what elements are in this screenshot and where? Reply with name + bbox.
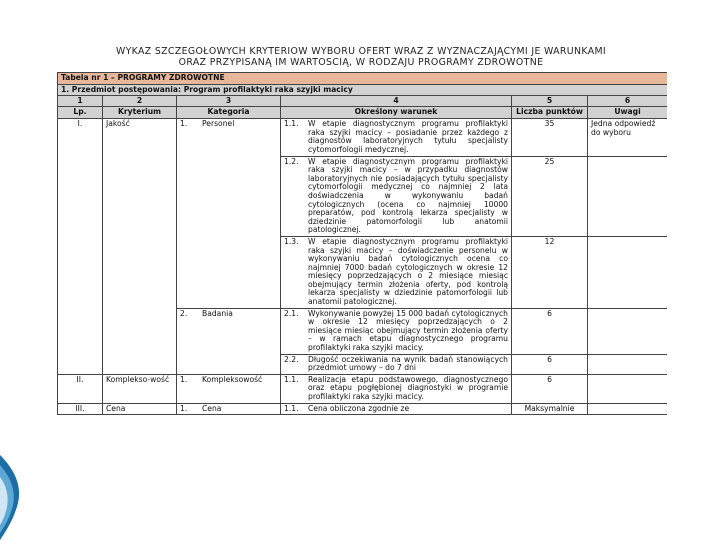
table-row [58, 403, 668, 415]
points-value: 6 [512, 374, 588, 403]
criterion-name: Cena [103, 403, 177, 415]
points-value: Maksymalnie [512, 403, 588, 415]
condition-cell [281, 354, 512, 374]
table-row [58, 119, 668, 156]
column-header: Liczba punktów [512, 107, 588, 119]
condition-text: W etapie diagnostycznym programu profilaktyki raka szyjki macicy – doświadczenie personelu w wykonywaniu badań cytologicznych ocena co najmniej 7000 badań cytologicznych w okresie 12 miesięcy poprzedzających o 2 miesiące miesiąc obejmujący termin złożenia oferty, pod kontrolą lekarza specjalisty w dziedzinie patomorfologii lub anatomii patologicznej. [308, 236, 508, 307]
table-title-row [58, 73, 668, 85]
note-text: Jedna odpowiedź do wyboru [588, 119, 668, 156]
category-name: Badania [202, 308, 233, 318]
condition-cell [281, 236, 512, 308]
criterion-lp: II. [58, 374, 103, 403]
column-header: Uwagi [588, 107, 668, 119]
column-header-row [58, 107, 668, 119]
criteria-table [57, 72, 667, 415]
condition-cell [281, 156, 512, 236]
condition-text: W etapie diagnostycznym programu profilaktyki raka szyjki macicy – posiadanie przez każdego z diagnostów laboratoryjnych tytułu specjalisty cytomorfologii medycznej. [308, 119, 508, 154]
table-row [58, 374, 668, 403]
column-number: 4 [281, 96, 512, 107]
condition-text: Cena obliczona zgodnie ze [308, 403, 410, 413]
column-number: 5 [512, 96, 588, 107]
table-subject: 1. Przedmiot postępowania: Program profilaktyki raka szyjki macicy [58, 84, 668, 96]
points-value: 6 [512, 308, 588, 354]
category-cell [177, 308, 281, 374]
note-text [588, 403, 668, 415]
category-number: 1. [180, 403, 188, 413]
criteria-table-container [57, 72, 667, 540]
condition-row [284, 356, 508, 373]
note-text [588, 354, 668, 374]
criterion-name: Komplekso-wość [103, 374, 177, 403]
column-header: Kryterium [103, 107, 177, 119]
page-header [30, 46, 692, 68]
condition-number: 1.2. [284, 156, 299, 166]
condition-number: 2.1. [284, 308, 299, 318]
column-header: Określony warunek [281, 107, 512, 119]
column-number: 6 [588, 96, 668, 107]
note-text [588, 308, 668, 354]
category-cell [177, 374, 281, 403]
points-value: 6 [512, 354, 588, 374]
condition-number: 1.1. [284, 374, 299, 384]
condition-row [284, 310, 508, 353]
condition-text: Realizacja etapu podstawowego, diagnostycznego oraz etapu pogłębionej diagnostyki w programie profilaktyki raka szyjki macicy. [308, 374, 508, 401]
condition-text: W etapie diagnostycznym programu profilaktyki raka szyjki macicy – w przypadku diagnostów laboratoryjnych nie posiadających tytułu specjalisty cytomorfologii medycznej co najmniej 2 lata doświadczenia w wykonywaniu badań cytologicznych (ocena co najmniej 10000 preparatów, pod kontrolą lekarza specjalisty w dziedzinie patomorfologii lub anatomii patologicznej. [308, 156, 508, 235]
condition-row [284, 405, 508, 414]
points-value: 35 [512, 119, 588, 156]
column-header: Kategoria [177, 107, 281, 119]
column-header: Lp. [58, 107, 103, 119]
table-subject-row [58, 84, 668, 96]
category-name: Cena [202, 403, 222, 413]
condition-number: 2.2. [284, 354, 299, 364]
condition-cell [281, 119, 512, 156]
criterion-lp: III. [58, 403, 103, 415]
condition-row [284, 120, 508, 154]
category-cell [177, 403, 281, 415]
note-text [588, 374, 668, 403]
condition-number: 1.1. [284, 119, 299, 129]
condition-text: Długość oczekiwania na wynik badań stanowiących przedmiot umowy – do 7 dni [308, 354, 508, 373]
table-title: Tabela nr 1 – PROGRAMY ZDROWOTNE [58, 73, 668, 85]
condition-number: 1.3. [284, 236, 299, 246]
page-title-line-2: ORAZ PRZYPISANĄ IM WARTOŚCIĄ, W RODZAJU PROGRAMY ZDROWOTNE [178, 57, 544, 68]
category-name: Personel [202, 119, 235, 129]
condition-row [284, 376, 508, 402]
category-name: Kompleksowość [202, 374, 263, 384]
criterion-name: Jakość [103, 119, 177, 375]
decorative-wave-graphic [0, 455, 28, 540]
condition-cell [281, 308, 512, 354]
column-number: 1 [58, 96, 103, 107]
condition-text: Wykonywanie powyżej 15 000 badań cytologicznych w okresie 12 miesięcy poprzedzających o 2 miesiące miesiąc obejmujący termin złożenia oferty – w ramach etapu diagnostycznego programu profilaktyki raka szyjki macicy. [308, 308, 508, 353]
condition-cell [281, 374, 512, 403]
condition-row [284, 238, 508, 307]
column-number: 3 [177, 96, 281, 107]
condition-cell [281, 403, 512, 415]
category-number: 1. [180, 119, 188, 129]
column-number: 2 [103, 96, 177, 107]
page-title-line-1: WYKAZ SZCZEGÓŁOWYCH KRYTERIÓW WYBORU OFERT WRAZ Z WYZNACZAJĄCYMI JE WARUNKAMI [115, 46, 607, 57]
note-text [588, 156, 668, 236]
column-number-row [58, 96, 668, 107]
criterion-lp: I. [58, 119, 103, 375]
points-value: 25 [512, 156, 588, 236]
condition-number: 1.1. [284, 403, 299, 413]
condition-row [284, 158, 508, 235]
points-value: 12 [512, 236, 588, 308]
category-number: 2. [180, 308, 188, 318]
category-cell [177, 119, 281, 308]
note-text [588, 236, 668, 308]
category-number: 1. [180, 374, 188, 384]
